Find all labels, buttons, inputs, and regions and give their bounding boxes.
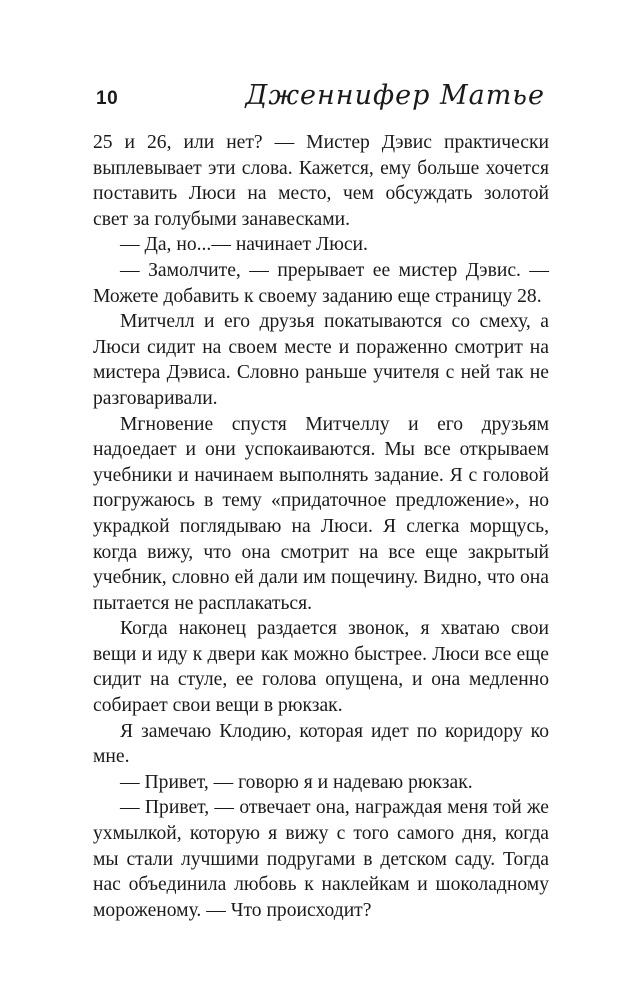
body-text — [93, 130, 549, 923]
paragraph: Когда наконец раздается звонок, я хватаю свои вещи и иду к двери как можно быстрее. Люси все еще сидит на стуле, ее голова опущена, и она медленно собирает свои вещи в рюкзак. — [93, 618, 549, 717]
paragraph: Мгновение спустя Митчеллу и его друзьям надоедает и они успокаиваются. Мы все открываем учебники и начинаем выполнять задание. Я с головой погружаюсь в тему «придаточное предложение», но украдкой поглядываю на Люси. Я слегка морщусь, когда вижу, что она смотрит на все еще закрытый учебник, словно ей дали им пощечину. Видно, что она пытается не расплакаться. — [93, 413, 549, 614]
paragraph: Митчелл и его друзья покатываются со смеху, а Люси сидит на своем месте и пораженно смотрит на мистера Дэвиса. Словно раньше учителя с ней так не разговаривали. — [93, 311, 549, 409]
page-number: 10 — [96, 88, 119, 109]
running-head-author: Дженнифер Матье — [245, 80, 545, 111]
paragraph: — Привет, — отвечает она, награждая меня той же ухмылкой, которую я вижу с того самого дня, когда мы стали лучшими подругами в детском саду. Тогда нас объединила любовь к наклейкам и шоколадному мороженому. — Что происходит? — [93, 797, 549, 921]
paragraph: — Привет, — говорю я и надеваю рюкзак. — [120, 771, 473, 793]
paragraph: Я замечаю Клодию, которая идет по коридору ко мне. — [93, 720, 549, 768]
paragraph: — Замолчите, — прерывает ее мистер Дэвис. — Можете добавить к своему заданию еще страницу 28. — [93, 259, 549, 307]
paragraph: 25 и 26, или нет? — Мистер Дэвис практически выплевывает эти слова. Кажется, ему больше хочется поставить Люси на место, чем обсуждать золотой свет за голубыми занавесками. — [93, 132, 549, 230]
paragraph: — Да, но...— начинает Люси. — [120, 234, 368, 256]
